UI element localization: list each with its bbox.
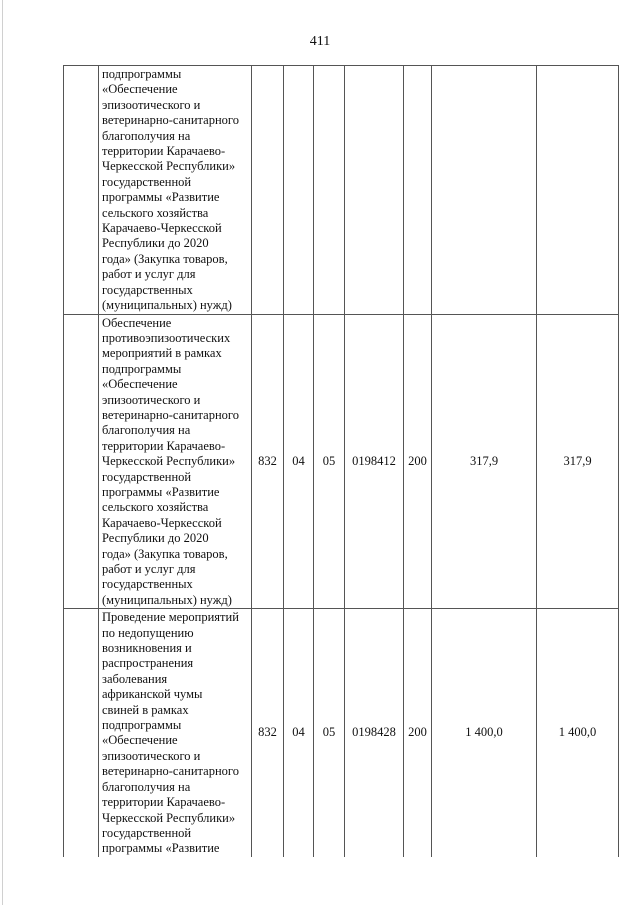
page-number: 411 — [309, 34, 331, 49]
section-code-cell: 04 — [284, 314, 314, 609]
expense-type-cell: 200 — [404, 314, 432, 609]
ministry-code-cell: 832 — [252, 314, 284, 609]
target-code-cell: 0198428 — [345, 609, 404, 857]
scan-edge — [2, 0, 9, 905]
section-code-cell: 04 — [284, 609, 314, 857]
subsection-code-cell: 05 — [314, 314, 345, 609]
row-number-cell — [64, 314, 99, 609]
table-row — [64, 66, 619, 315]
amount-cell: 317,9 — [537, 314, 619, 609]
table-row — [64, 314, 619, 609]
table-row — [64, 609, 619, 857]
subsection-code-cell — [314, 66, 345, 315]
amount-cell: 317,9 — [432, 314, 537, 609]
expense-type-cell — [404, 66, 432, 315]
target-code-cell — [345, 66, 404, 315]
row-number-cell — [64, 609, 99, 857]
description-cell: Проведение мероприятий по недопущению возникновения и распространения заболевания африканской чумы свиней в рамках подпрограммы «Обеспечение эпизоотического и ветеринарно-санитарного благополучия на территории Карачаево- Черкесской Республики» государственной программы «Развитие — [99, 609, 252, 857]
ministry-code-cell: 832 — [252, 609, 284, 857]
description-cell: Обеспечение противоэпизоотических мероприятий в рамках подпрограммы «Обеспечение эпизоотического и ветеринарно-санитарного благополучия на территории Карачаево- Черкесской Республики» государственной программы «Развитие сельского хозяйства Карачаево-Черкесской Республики до 2020 года» (Закупка товаров, работ и услуг для государственных (муниципальных) нужд) — [99, 314, 252, 609]
section-code-cell — [284, 66, 314, 315]
amount-cell — [537, 66, 619, 315]
amount-cell — [432, 66, 537, 315]
target-code-cell: 0198412 — [345, 314, 404, 609]
amount-cell: 1 400,0 — [432, 609, 537, 857]
ministry-code-cell — [252, 66, 284, 315]
expense-type-cell: 200 — [404, 609, 432, 857]
budget-table — [63, 65, 619, 857]
subsection-code-cell: 05 — [314, 609, 345, 857]
amount-cell: 1 400,0 — [537, 609, 619, 857]
description-cell: подпрограммы «Обеспечение эпизоотического и ветеринарно-санитарного благополучия на территории Карачаево- Черкесской Республики» государственной программы «Развитие сельского хозяйства Карачаево-Черкесской Республики до 2020 года» (Закупка товаров, работ и услуг для государственных (муниципальных) нужд) — [99, 66, 252, 315]
row-number-cell — [64, 66, 99, 315]
